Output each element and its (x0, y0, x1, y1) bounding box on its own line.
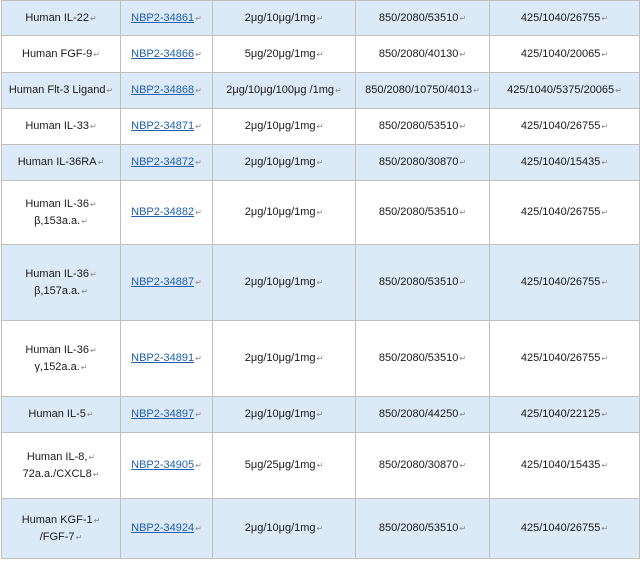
table-row (2, 321, 640, 397)
catalog-link[interactable]: NBP2-34887 (131, 276, 195, 288)
table-row (2, 245, 640, 321)
product-name-cell (2, 321, 121, 397)
price-a-text: 850/2080/40130 (378, 47, 459, 60)
price-a-text: 850/2080/44250 (378, 408, 459, 420)
sizes-text: 2μg/10μg/1mg (244, 206, 316, 218)
paragraph-mark-icon: ↵ (316, 208, 324, 217)
paragraph-mark-icon: ↵ (615, 86, 622, 95)
price-a-cell (356, 321, 490, 397)
sizes-text: 2μg/10μg/1mg (244, 156, 316, 168)
product-name-cell (2, 109, 121, 145)
product-name-text: Human IL-33 (25, 120, 89, 132)
product-name-line (4, 342, 118, 359)
catalog-cell (121, 73, 213, 109)
paragraph-mark-icon: ↵ (601, 158, 609, 167)
paragraph-mark-icon: ↵ (195, 354, 202, 363)
product-name-line (4, 449, 118, 466)
table-row (2, 1, 640, 36)
price-b-text: 425/1040/20065 (520, 47, 601, 60)
catalog-cell (121, 397, 213, 433)
paragraph-mark-icon: ↵ (459, 461, 467, 470)
table-row (2, 499, 640, 559)
paragraph-mark-icon: ↵ (459, 524, 467, 533)
price-b-text: 425/1040/15435 (520, 459, 601, 471)
catalog-link[interactable]: NBP2-34882 (131, 206, 195, 218)
catalog-cell (121, 109, 213, 145)
product-name-cell (2, 36, 121, 73)
paragraph-mark-icon: ↵ (89, 13, 97, 23)
product-name-text: Human IL-36 (25, 197, 89, 210)
paragraph-mark-icon: ↵ (316, 354, 324, 363)
price-a-cell (356, 181, 490, 245)
paragraph-mark-icon: ↵ (316, 278, 324, 287)
paragraph-mark-icon: ↵ (316, 49, 324, 59)
product-name-line (4, 82, 118, 99)
sizes-text: 2μg/10μg/1mg (244, 408, 316, 420)
paragraph-mark-icon: ↵ (195, 461, 202, 470)
price-a-text: 850/2080/53510 (378, 352, 459, 364)
table-row (2, 397, 640, 433)
sizes-cell (213, 1, 356, 36)
product-name-line (4, 466, 118, 483)
paragraph-mark-icon: ↵ (81, 216, 88, 226)
paragraph-mark-icon: ↵ (459, 278, 467, 287)
product-name-cell (2, 245, 121, 321)
catalog-cell (121, 433, 213, 499)
product-name-text: /FGF-7 (39, 530, 75, 543)
product-name-cell (2, 73, 121, 109)
product-name-text: γ,152a.a. (34, 360, 80, 373)
price-b-text: 425/1040/22125 (520, 408, 601, 420)
paragraph-mark-icon: ↵ (601, 354, 609, 363)
price-a-cell (356, 433, 490, 499)
product-name-line (4, 154, 118, 171)
paragraph-mark-icon: ↵ (601, 524, 609, 533)
price-a-text: 850/2080/10750/4013 (365, 84, 473, 96)
product-name-line (4, 359, 118, 376)
paragraph-mark-icon: ↵ (88, 452, 96, 462)
paragraph-mark-icon: ↵ (316, 524, 324, 533)
price-b-text: 425/1040/26755 (520, 206, 601, 218)
paragraph-mark-icon: ↵ (459, 410, 467, 419)
price-b-text: 425/1040/26755 (520, 522, 601, 534)
catalog-cell (121, 145, 213, 181)
sizes-cell (213, 321, 356, 397)
price-b-cell (490, 145, 640, 181)
paragraph-mark-icon: ↵ (106, 86, 114, 95)
price-a-text: 850/2080/53510 (378, 11, 459, 24)
catalog-link[interactable]: NBP2-34871 (131, 120, 195, 132)
paragraph-mark-icon: ↵ (75, 532, 83, 542)
table-row (2, 433, 640, 499)
paragraph-mark-icon: ↵ (195, 49, 202, 59)
product-name-cell (2, 397, 121, 433)
table-row (2, 73, 640, 109)
product-table-body (2, 1, 640, 559)
product-name-line (4, 213, 118, 230)
sizes-text: 2μg/10μg/1mg (244, 352, 316, 364)
product-table (1, 0, 640, 559)
sizes-text: 2μg/10μg/1mg (244, 120, 316, 132)
price-a-cell (356, 36, 490, 73)
sizes-cell (213, 433, 356, 499)
product-name-text: Human IL-36 (25, 343, 89, 356)
price-b-text: 425/1040/26755 (520, 276, 601, 288)
catalog-cell (121, 36, 213, 73)
paragraph-mark-icon: ↵ (316, 158, 324, 167)
product-name-text: β,153a.a. (34, 214, 81, 227)
catalog-link[interactable]: NBP2-34872 (131, 156, 195, 168)
paragraph-mark-icon: ↵ (601, 278, 609, 287)
paragraph-mark-icon: ↵ (459, 49, 467, 59)
catalog-cell (121, 181, 213, 245)
price-a-cell (356, 73, 490, 109)
paragraph-mark-icon: ↵ (335, 86, 342, 95)
product-name-text: Human KGF-1 (21, 513, 93, 526)
product-name-text: Human FGF-9 (22, 47, 93, 60)
paragraph-mark-icon: ↵ (195, 13, 202, 23)
product-name-cell (2, 145, 121, 181)
paragraph-mark-icon: ↵ (459, 158, 467, 167)
price-a-text: 850/2080/53510 (378, 522, 459, 534)
product-name-text: Human Flt-3 Ligand (8, 84, 106, 96)
table-row (2, 109, 640, 145)
paragraph-mark-icon: ↵ (195, 410, 202, 419)
catalog-link[interactable]: NBP2-34861 (131, 11, 195, 24)
paragraph-mark-icon: ↵ (195, 278, 202, 287)
paragraph-mark-icon: ↵ (89, 199, 97, 209)
price-b-text: 425/1040/5375/20065 (507, 84, 615, 96)
product-name-line (4, 529, 118, 546)
table-row (2, 36, 640, 73)
paragraph-mark-icon: ↵ (459, 208, 467, 217)
catalog-cell (121, 1, 213, 36)
product-name-cell (2, 499, 121, 559)
sizes-text: 5μg/20μg/1mg (244, 47, 316, 60)
product-name-line (4, 10, 118, 27)
price-a-text: 850/2080/53510 (378, 120, 459, 132)
sizes-text: 2μg/10μg/1mg (244, 522, 316, 534)
paragraph-mark-icon: ↵ (195, 524, 202, 533)
price-a-cell (356, 499, 490, 559)
sizes-text: 5μg/25μg/1mg (244, 459, 316, 471)
paragraph-mark-icon: ↵ (459, 13, 467, 23)
price-b-cell (490, 321, 640, 397)
sizes-text: 2μg/10μg/1mg (244, 276, 316, 288)
price-b-cell (490, 73, 640, 109)
paragraph-mark-icon: ↵ (316, 13, 324, 23)
paragraph-mark-icon: ↵ (601, 208, 609, 217)
paragraph-mark-icon: ↵ (473, 86, 480, 95)
paragraph-mark-icon: ↵ (601, 13, 609, 23)
price-b-text: 425/1040/26755 (520, 352, 601, 364)
paragraph-mark-icon: ↵ (195, 208, 202, 217)
paragraph-mark-icon: ↵ (80, 362, 88, 372)
sizes-cell (213, 145, 356, 181)
catalog-link[interactable]: NBP2-34868 (131, 84, 195, 96)
catalog-link[interactable]: NBP2-34924 (131, 522, 195, 534)
product-name-line (4, 196, 118, 213)
price-b-cell (490, 499, 640, 559)
paragraph-mark-icon: ↵ (93, 49, 100, 59)
sizes-cell (213, 181, 356, 245)
price-a-text: 850/2080/30870 (378, 156, 459, 168)
paragraph-mark-icon: ↵ (195, 158, 202, 167)
price-b-cell (490, 109, 640, 145)
product-name-line (4, 406, 118, 423)
product-name-cell (2, 181, 121, 245)
price-b-text: 425/1040/26755 (520, 11, 601, 24)
paragraph-mark-icon: ↵ (97, 158, 105, 167)
paragraph-mark-icon: ↵ (316, 410, 324, 419)
price-b-cell (490, 245, 640, 321)
sizes-cell (213, 499, 356, 559)
paragraph-mark-icon: ↵ (195, 122, 202, 131)
price-b-cell (490, 36, 640, 73)
product-name-text: β,157a.a. (34, 284, 81, 297)
paragraph-mark-icon: ↵ (601, 122, 609, 131)
table-row (2, 181, 640, 245)
product-name-text: Human IL-36RA (17, 156, 97, 168)
product-name-text: Human IL-36 (25, 267, 89, 280)
catalog-cell (121, 499, 213, 559)
price-b-cell (490, 433, 640, 499)
catalog-cell (121, 245, 213, 321)
paragraph-mark-icon: ↵ (81, 286, 88, 296)
paragraph-mark-icon: ↵ (89, 345, 97, 355)
price-a-text: 850/2080/53510 (378, 206, 459, 218)
price-a-cell (356, 145, 490, 181)
product-name-cell (2, 1, 121, 36)
sizes-text: 2μg/10μg/100μg /1mg (226, 84, 334, 96)
product-name-text: 72a.a./CXCL8 (22, 467, 92, 480)
price-b-cell (490, 181, 640, 245)
paragraph-mark-icon: ↵ (92, 469, 100, 479)
product-name-text: Human IL-5 (28, 408, 86, 420)
price-a-cell (356, 397, 490, 433)
product-name-line (4, 283, 118, 300)
paragraph-mark-icon: ↵ (93, 515, 101, 525)
product-name-line (4, 118, 118, 135)
price-b-text: 425/1040/26755 (520, 120, 601, 132)
paragraph-mark-icon: ↵ (316, 122, 324, 131)
product-name-line (4, 266, 118, 283)
product-name-cell (2, 433, 121, 499)
catalog-link[interactable]: NBP2-34905 (131, 459, 195, 471)
paragraph-mark-icon: ↵ (89, 269, 97, 279)
price-a-cell (356, 109, 490, 145)
paragraph-mark-icon: ↵ (86, 410, 94, 419)
price-a-text: 850/2080/53510 (378, 276, 459, 288)
catalog-link[interactable]: NBP2-34897 (131, 408, 195, 420)
catalog-cell (121, 321, 213, 397)
catalog-link[interactable]: NBP2-34891 (131, 352, 195, 364)
price-a-cell (356, 1, 490, 36)
paragraph-mark-icon: ↵ (459, 354, 467, 363)
price-b-cell (490, 397, 640, 433)
product-name-line (4, 512, 118, 529)
price-a-text: 850/2080/30870 (378, 459, 459, 471)
sizes-cell (213, 36, 356, 73)
sizes-cell (213, 73, 356, 109)
sizes-cell (213, 245, 356, 321)
paragraph-mark-icon: ↵ (601, 49, 609, 59)
product-name-text: Human IL-8, (26, 450, 88, 463)
sizes-cell (213, 397, 356, 433)
catalog-link[interactable]: NBP2-34866 (131, 47, 195, 60)
price-b-text: 425/1040/15435 (520, 156, 601, 168)
price-a-cell (356, 245, 490, 321)
sizes-text: 2μg/10μg/1mg (244, 11, 316, 24)
paragraph-mark-icon: ↵ (459, 122, 467, 131)
paragraph-mark-icon: ↵ (89, 122, 97, 131)
price-b-cell (490, 1, 640, 36)
product-name-line (4, 46, 118, 63)
paragraph-mark-icon: ↵ (601, 461, 609, 470)
product-name-text: Human IL-22 (25, 11, 89, 24)
sizes-cell (213, 109, 356, 145)
table-row (2, 145, 640, 181)
paragraph-mark-icon: ↵ (195, 86, 202, 95)
paragraph-mark-icon: ↵ (601, 410, 609, 419)
paragraph-mark-icon: ↵ (316, 461, 324, 470)
